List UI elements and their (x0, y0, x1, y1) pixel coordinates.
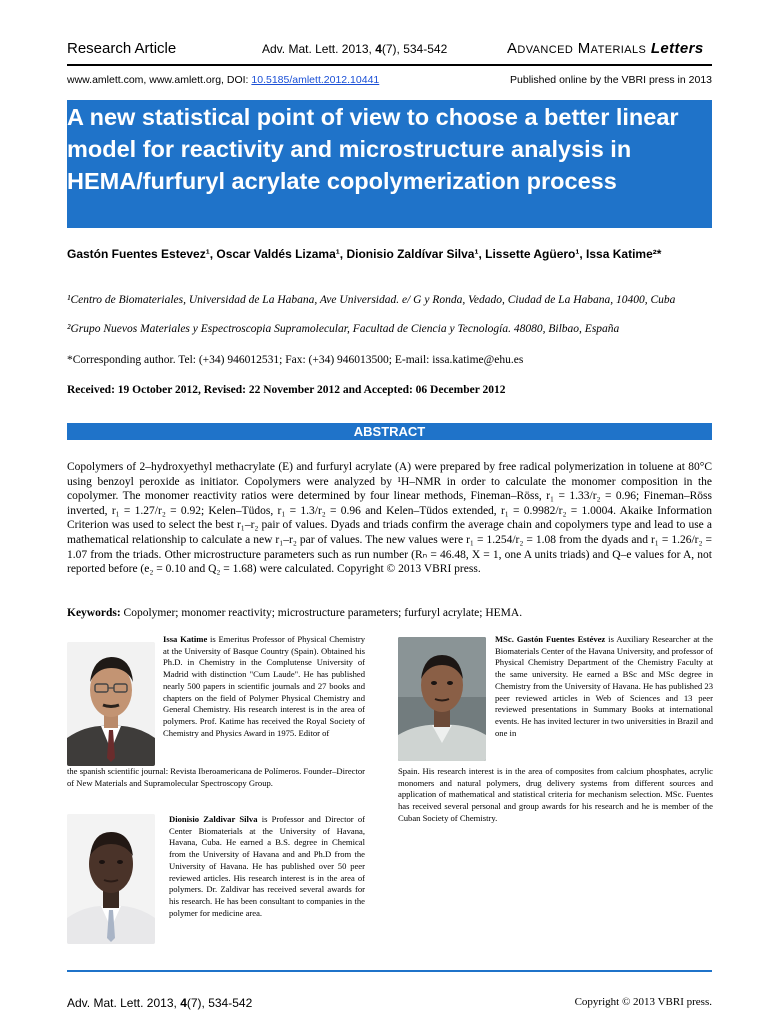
keywords-label: Keywords: (67, 607, 121, 619)
fuentes-portrait-icon (398, 637, 486, 761)
header-rule (67, 64, 712, 66)
journal-brand (507, 40, 704, 57)
footer-citation (67, 996, 252, 1010)
dates-line: Received: 19 October 2012, Revised: 22 November 2012 and Accepted: 06 December 2012 (67, 384, 506, 396)
brand-a: A (507, 40, 518, 57)
footer-citation-volume: 4 (180, 996, 187, 1010)
header-citation-volume: 4 (375, 42, 382, 56)
affiliation-1: ¹Centro de Biomateriales, Universidad de La Habana, Ave Universidad. e/ G y Ronda, Vedado, Ciudad de La Habana, 10400, Cuba (67, 294, 676, 306)
header-citation-suffix: (7), 534-542 (381, 42, 448, 56)
footer-citation-suffix: (7), 534-542 (186, 996, 253, 1010)
brand-dvanced: DVANCED (517, 44, 574, 56)
katime-portrait-icon (67, 642, 155, 766)
fuentes-bio-top (495, 634, 713, 739)
katime-photo (67, 642, 155, 766)
zaldivar-portrait-icon (67, 814, 155, 944)
affiliation-2: ²Grupo Nuevos Materiales y Espectroscopia Supramolecular, Facultad de Ciencia y Tecnología. 48080, Bilbao, España (67, 323, 620, 335)
fuentes-bio-rest: Spain. His research interest is in the area of composites from calcium phosphates, acrylic monomers and natural polymers, drug delivery systems from different sources and application of mathematical and statistical criteria for mechanism selection. MSc. Fuentes has received several personal and group awards for his research and he is member of the Cuban Society of Chemistry. (398, 766, 713, 823)
footer-copyright: Copyright © 2013 VBRI press. (574, 996, 712, 1008)
footer-citation-prefix: Adv. Mat. Lett. 2013, (67, 996, 181, 1010)
abstract-text: Copolymers of 2–hydroxyethyl methacrylate (E) and furfuryl acrylate (A) were prepared by free radical polymerization in toluene at 80°C using benzoyl peroxide as initiator. Copolymers were analyzed by ¹H–NMR in order to calculate the monomer composition in the copolymer. The monomer reactivity ratios were determined by four linear methods, Fineman–Röss, r₁ = 1.33/r₂ = 0.96; Fineman–Röss inverted, r₁ = 1.27/r₂ = 0.92; Kelen–Tüdos, r₁ = 1.3/r₂ = 0.96 and Kelen–Tüdos extended, r₁ = 0.9982/r₂ = 1.0004. Akaike Information Criterion was used to select the best r₁–r₂ pair of values. Dyads and triads confirm the average chain and copolymers type and lead to use a mathematical relationship to calculate a new r₁–r₂ par of values. The new values were r₁ = 1.254/r₂ = 1.08 from the dyads and r₁ = 1.26/r₂ = 1.07 from the triads. Other microstructure parameters such as run number (Rₙ = 46.48, X = 1, one A units triads) and Q–e values for A, not reported before (e₂ = 0.10 and Q₂ = 1.68) were calculated. Copyright © 2013 VBRI press. (67, 461, 712, 576)
keywords-line (67, 607, 712, 619)
katime-bio-top (163, 634, 365, 739)
zaldivar-bio-text: is Professor and Director of Center Biomaterials at the University of Havana, Havana, Cuba. He earned a B.S. degree in Chemical from the University of Havana and and Ph.D from the University of Havana. He has published over 50 peer reviewed articles. His research interest is in the area of polymers. Dr. Zaldivar has received several awards for his research. He has been consultant to companies in the polymer for medicine area. (169, 814, 365, 918)
brand-aterials: ATERIALS (590, 44, 647, 56)
fuentes-bio-text: is Auxiliary Researcher at the Biomaterials Center of the Havana University, and professor of Physical Chemistry Department of the Chemistry Faculty at the same university. He earned a BSc and MSc degree in Chemistry from the University of Havana. He has published 23 peer reviewed articles in Web of Sciences and 13 peer reviewed presentations in Summary Books at international events. He has invited lecturer in two universities in Brazil and one in (495, 634, 713, 738)
published-line: Published online by the VBRI press in 2013 (510, 74, 712, 86)
footer-rule (67, 970, 712, 972)
brand-m: M (577, 40, 591, 57)
katime-name: Issa Katime (163, 634, 208, 644)
fuentes-name: MSc. Gastón Fuentes Estévez (495, 634, 606, 644)
abstract-heading: ABSTRACT (67, 423, 712, 440)
article-title: A new statistical point of view to choose a better linear model for reactivity and microstructure analysis in HEMA/furfuryl acrylate copolymerization process (67, 104, 679, 194)
katime-bio-rest: the spanish scientific journal: Revista Iberoamericana de Polímeros. Founder–Director of New Materials and Supramolecular Spectroscopy Group. (67, 766, 365, 788)
zaldivar-bio (169, 814, 365, 919)
corresponding-author: *Corresponding author. Tel: (+34) 946012531; Fax: (+34) 946013500; E-mail: issa.katime@ehu.es (67, 354, 524, 366)
keywords-list: Copolymer; monomer reactivity; microstructure parameters; furfuryl acrylate; HEMA. (123, 607, 523, 619)
header-citation (262, 42, 447, 56)
zaldivar-name: Dionisio Zaldivar Silva (169, 814, 258, 824)
url-line (67, 74, 379, 86)
katime-bio-text: is Emeritus Professor of Physical Chemistry at the University of Basque Country (Spain). Obtained his Ph.D. in Chemistry in the Complutense University of Madrid with distinction "Cum Laude". He has published nearly 500 papers in scientific journals and 27 books and chapters on the field of Polymer Physical Chemistry and General Chemistry. His research interest is in the area of polymers. Prof. Katime has received the Royal Society of Chemistry and Physics Award in 1975. Editor of (163, 634, 366, 738)
zaldivar-photo (67, 814, 155, 944)
header-citation-prefix: Adv. Mat. Lett. 2013, (262, 42, 376, 56)
brand-letters: Letters (650, 40, 704, 57)
doi-link[interactable]: 10.5185/amlett.2012.10441 (251, 74, 380, 86)
fuentes-photo (398, 637, 486, 761)
article-type: Research Article (67, 40, 177, 57)
url-prefix: www.amlett.com, www.amlett.org, DOI: (67, 74, 252, 86)
author-list: Gastón Fuentes Estevez¹, Oscar Valdés Lizama¹, Dionisio Zaldívar Silva¹, Lissette Agüero¹, Issa Katime²* (67, 247, 662, 261)
